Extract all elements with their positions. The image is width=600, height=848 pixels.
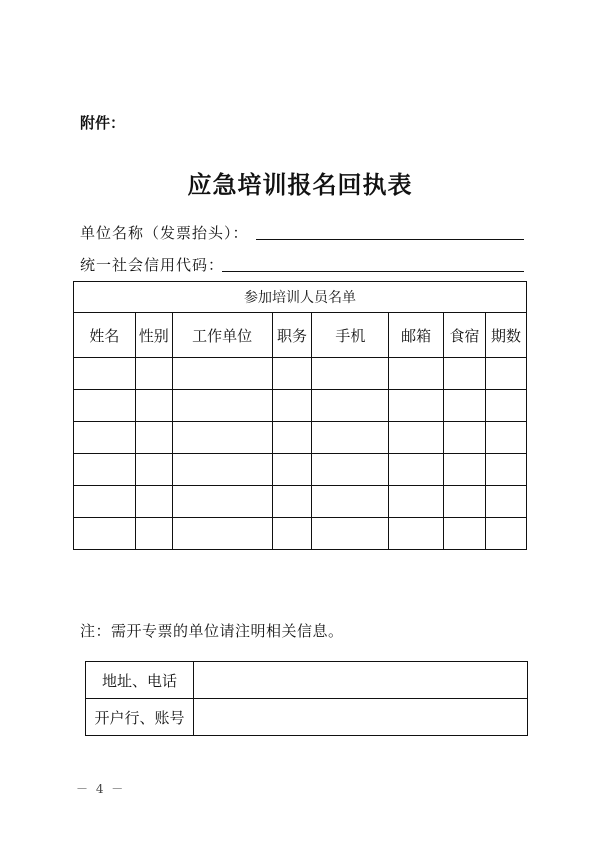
participant-cell[interactable]	[74, 454, 136, 486]
bank-account-label: 开户行、账号	[86, 699, 194, 736]
participant-cell[interactable]	[74, 422, 136, 454]
participant-cell[interactable]	[135, 454, 172, 486]
participant-row	[74, 390, 527, 422]
participant-cell[interactable]	[272, 518, 312, 550]
participant-cell[interactable]	[312, 518, 389, 550]
unit-name-label: 单位名称（发票抬头）：	[80, 224, 249, 242]
participant-cell[interactable]	[135, 486, 172, 518]
header-gender: 性别	[135, 313, 172, 358]
bank-account-input[interactable]	[194, 699, 528, 736]
participants-caption-row	[74, 282, 527, 313]
participant-cell[interactable]	[389, 518, 444, 550]
participant-cell[interactable]	[272, 390, 312, 422]
credit-code-label: 统一社会信用代码：	[80, 256, 225, 274]
participant-cell[interactable]	[486, 518, 527, 550]
participant-cell[interactable]	[272, 358, 312, 390]
participant-cell[interactable]	[135, 358, 172, 390]
header-email: 邮箱	[389, 313, 444, 358]
document-title: 应急培训报名回执表	[187, 170, 413, 199]
participant-cell[interactable]	[172, 486, 272, 518]
participant-cell[interactable]	[135, 390, 172, 422]
participant-cell[interactable]	[272, 454, 312, 486]
participant-cell[interactable]	[486, 422, 527, 454]
participant-cell[interactable]	[272, 486, 312, 518]
participant-cell[interactable]	[135, 422, 172, 454]
header-name: 姓名	[74, 313, 136, 358]
participant-cell[interactable]	[135, 518, 172, 550]
note-text: 注：需开专票的单位请注明相关信息。	[80, 622, 344, 640]
participant-cell[interactable]	[172, 390, 272, 422]
participants-caption: 参加培训人员名单	[74, 282, 527, 313]
participant-cell[interactable]	[444, 518, 486, 550]
participant-cell[interactable]	[172, 518, 272, 550]
address-phone-label: 地址、电话	[86, 662, 194, 699]
participant-cell[interactable]	[389, 390, 444, 422]
participants-table	[73, 281, 527, 550]
header-session: 期数	[486, 313, 527, 358]
header-mobile: 手机	[312, 313, 389, 358]
participant-cell[interactable]	[312, 486, 389, 518]
participant-cell[interactable]	[389, 422, 444, 454]
participant-cell[interactable]	[444, 486, 486, 518]
participant-cell[interactable]	[389, 358, 444, 390]
participant-cell[interactable]	[312, 390, 389, 422]
participant-cell[interactable]	[389, 454, 444, 486]
participant-cell[interactable]	[312, 454, 389, 486]
invoice-row	[86, 662, 528, 699]
invoice-row	[86, 699, 528, 736]
participant-cell[interactable]	[74, 486, 136, 518]
participant-row	[74, 518, 527, 550]
participant-cell[interactable]	[272, 422, 312, 454]
address-phone-input[interactable]	[194, 662, 528, 699]
participant-cell[interactable]	[74, 358, 136, 390]
participant-cell[interactable]	[172, 454, 272, 486]
participant-cell[interactable]	[444, 454, 486, 486]
unit-name-field[interactable]	[256, 239, 524, 240]
participant-cell[interactable]	[172, 422, 272, 454]
participant-cell[interactable]	[444, 358, 486, 390]
participant-cell[interactable]	[74, 390, 136, 422]
page-number: － 4 －	[76, 782, 126, 796]
participants-header-row	[74, 313, 527, 358]
attachment-label: 附件：	[80, 114, 126, 132]
header-lodging: 食宿	[444, 313, 486, 358]
participant-row	[74, 454, 527, 486]
participant-cell[interactable]	[444, 390, 486, 422]
participant-cell[interactable]	[172, 358, 272, 390]
participant-row	[74, 422, 527, 454]
participant-row	[74, 358, 527, 390]
participant-cell[interactable]	[312, 358, 389, 390]
participant-cell[interactable]	[486, 486, 527, 518]
participant-cell[interactable]	[312, 422, 389, 454]
participant-cell[interactable]	[486, 390, 527, 422]
participant-cell[interactable]	[486, 454, 527, 486]
participant-row	[74, 486, 527, 518]
credit-code-field[interactable]	[222, 271, 524, 272]
invoice-info-table	[85, 661, 528, 736]
participant-cell[interactable]	[74, 518, 136, 550]
header-workplace: 工作单位	[172, 313, 272, 358]
participant-cell[interactable]	[486, 358, 527, 390]
participant-cell[interactable]	[389, 486, 444, 518]
participant-cell[interactable]	[444, 422, 486, 454]
header-position: 职务	[272, 313, 312, 358]
